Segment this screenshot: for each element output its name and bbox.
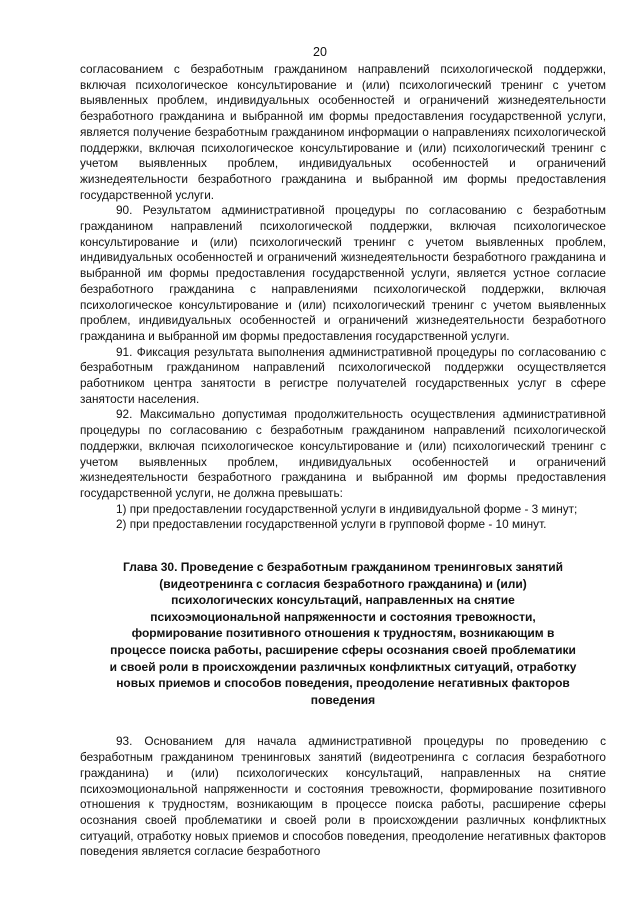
page-body [80, 62, 606, 860]
paragraph-91: 91. Фиксация результата выполнения административной процедуры по согласованию с безработным гражданином направлений психологической поддержки осуществляется работником центра занятости в регистре получателей государственных услуг в сфере занятости населения. [80, 344, 606, 406]
chapter-heading: Глава 30. Проведение с безработным гражданином тренинговых занятий (видеотренинга с согласия безработного гражданина) и (или) психологических консультаций, направленных на снятие психоэмоциональной напряженности и состояния тревожности, формирование позитивного отношения к трудностям, возникающим в процессе поиска работы, расширение сферы осознания своей проблематики и своей роли в происхождении различных конфликтных ситуаций, отработку новых приемов и способов поведения, преодоление негативных факторов поведения [109, 560, 577, 707]
paragraph-92-item-2: 2) при предоставлении государственной услуги в групповой форме - 10 минут. [116, 517, 547, 532]
paragraph-90: 90. Результатом административной процедуры по согласованию с безработным гражданином направлений психологической поддержки, включая психологическое консультирование и (или) психологический тренинг с учетом выявленных проблем, индивидуальных особенностей и ограничений жизнедеятельности безработного гражданина и выбранной им формы предоставления государственной услуги, является устное согласие безработного гражданина с направлениями психологической поддержки, включая психологическое консультирование и (или) психологический тренинг с учетом выявленных проблем, индивидуальных особенностей и ограничений жизнедеятельности безработного гражданина и выбранной им формы предоставления государственной услуги. [80, 203, 606, 343]
paragraph-93: 93. Основанием для начала административной процедуры по проведению с безработным гражданином тренинговых занятий (видеотренинга с согласия безработного гражданина) и (или) психологических консультаций, направленных на снятие психоэмоциональной напряженности и состояния тревожности, формирование позитивного отношения к трудностям, возникающим в процессе поиска работы, расширение сферы осознания своей проблематики и своей роли в происхождении различных конфликтных ситуаций, отработку новых приемов и способов поведения, преодоление негативных факторов поведения является согласие безработного [80, 734, 606, 859]
paragraph-92-item-1: 1) при предоставлении государственной услуги в индивидуальной форме - 3 минут; [116, 501, 578, 516]
page-number: 20 [313, 45, 327, 59]
paragraph-89-continuation: согласованием с безработным гражданином направлений психологической поддержки, включая психологическое консультирование и (или) психологический тренинг с учетом выявленных проблем, индивидуальных особенностей и ограничений жизнедеятельности безработного гражданина и выбранной им формы предоставления государственной услуги, является получение безработным гражданином информации о направлениях психологической поддержки, включая психологическое консультирование и (или) психологический тренинг с учетом выявленных проблем, индивидуальных особенностей и ограничений жизнедеятельности безработного гражданина и выбранной им формы предоставления государственной услуги. [80, 62, 606, 202]
paragraph-92: 92. Максимально допустимая продолжительность осуществления административной процедуры по согласованию с безработным гражданином направлений психологической поддержки, включая психологическое консультирование и (или) психологический тренинг с учетом выявленных проблем, индивидуальных особенностей и ограничений жизнедеятельности безработного гражданина и выбранной им формы предоставления государственной услуги, не должна превышать: [80, 407, 606, 500]
